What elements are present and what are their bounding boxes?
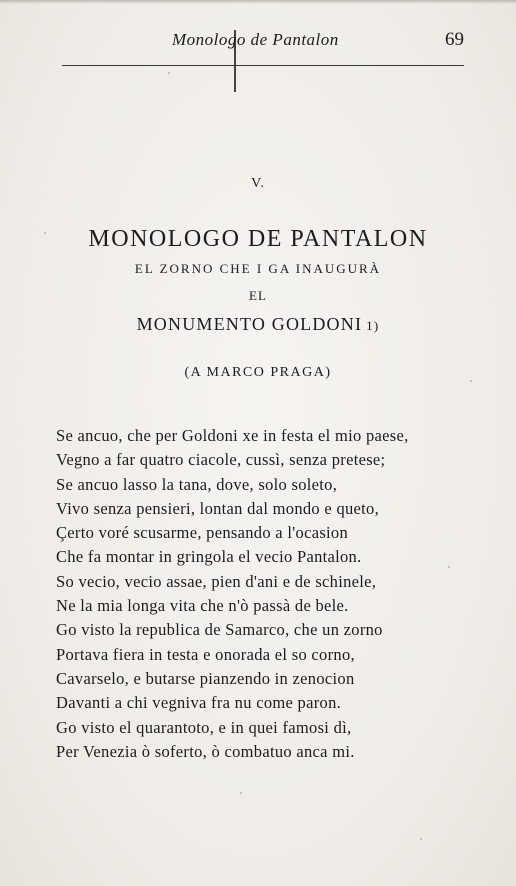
poem-subtitle-line-3 <box>0 314 516 335</box>
poem-line: Davanti a chi vegniva fra nu come paron. <box>56 693 342 713</box>
page-number: 69 <box>445 29 464 50</box>
subtitle-line-2-text: EL <box>249 288 267 303</box>
poem-line: Se ancuo, che per Goldoni xe in festa el mio paese, <box>56 426 409 445</box>
paper-speck <box>420 838 422 840</box>
section-numeral: V. <box>251 176 265 191</box>
page-top-edge <box>0 0 516 4</box>
subtitle-line-1-text: EL ZORNO CHE I GA INAUGURÀ <box>134 261 382 276</box>
paper-speck <box>44 232 46 234</box>
footnote-marker: 1) <box>366 318 380 333</box>
poem-line: Vegno a far quatro ciacole, cussì, senza pretese; <box>56 450 386 470</box>
poem-line: Go visto el quarantoto, e in quei famosi dì, <box>56 717 352 737</box>
poem-title: MONOLOGO DE PANTALON <box>88 226 428 252</box>
running-title: Monologo de Pantalon <box>172 30 339 49</box>
header-rule <box>62 65 464 66</box>
paper-speck <box>448 566 450 568</box>
paper-speck <box>168 72 170 74</box>
paper-speck <box>240 792 242 794</box>
poem-line: So vecio, vecio assae, pien d'ani e de schinele, <box>56 571 377 591</box>
poem-line: Se ancuo lasso la tana, dove, solo soleto, <box>56 474 338 494</box>
dedication: (A MARCO PRAGA) <box>184 365 332 380</box>
poem-line: Vivo senza pensieri, lontan dal mondo e queto, <box>56 498 380 518</box>
poem-line: Che fa montar in gringola el vecio Pantalon. <box>56 547 362 567</box>
poem-line: Çerto voré scusarme, pensando a l'ocasion <box>56 523 349 543</box>
poem-line: Per Venezia ò soferto, ò combatuo anca mi. <box>56 741 355 761</box>
poem-line: Cavarselo, e butarse pianzendo in zenocion <box>56 668 355 688</box>
poem-line: Ne la mia longa vita che n'ò passà de bele. <box>56 596 349 616</box>
poem-line: Go visto la republica de Samarco, che un zorno <box>56 620 383 640</box>
poem-line: Portava fiera in testa e onorada el so corno, <box>56 644 355 664</box>
paper-speck <box>470 380 472 382</box>
running-header <box>62 30 464 64</box>
poem-subtitle-line-1 <box>0 261 516 277</box>
subtitle-line-3-text: MONUMENTO GOLDONI <box>136 314 363 334</box>
poem-body <box>56 424 476 764</box>
poem-subtitle-line-2 <box>0 288 516 304</box>
